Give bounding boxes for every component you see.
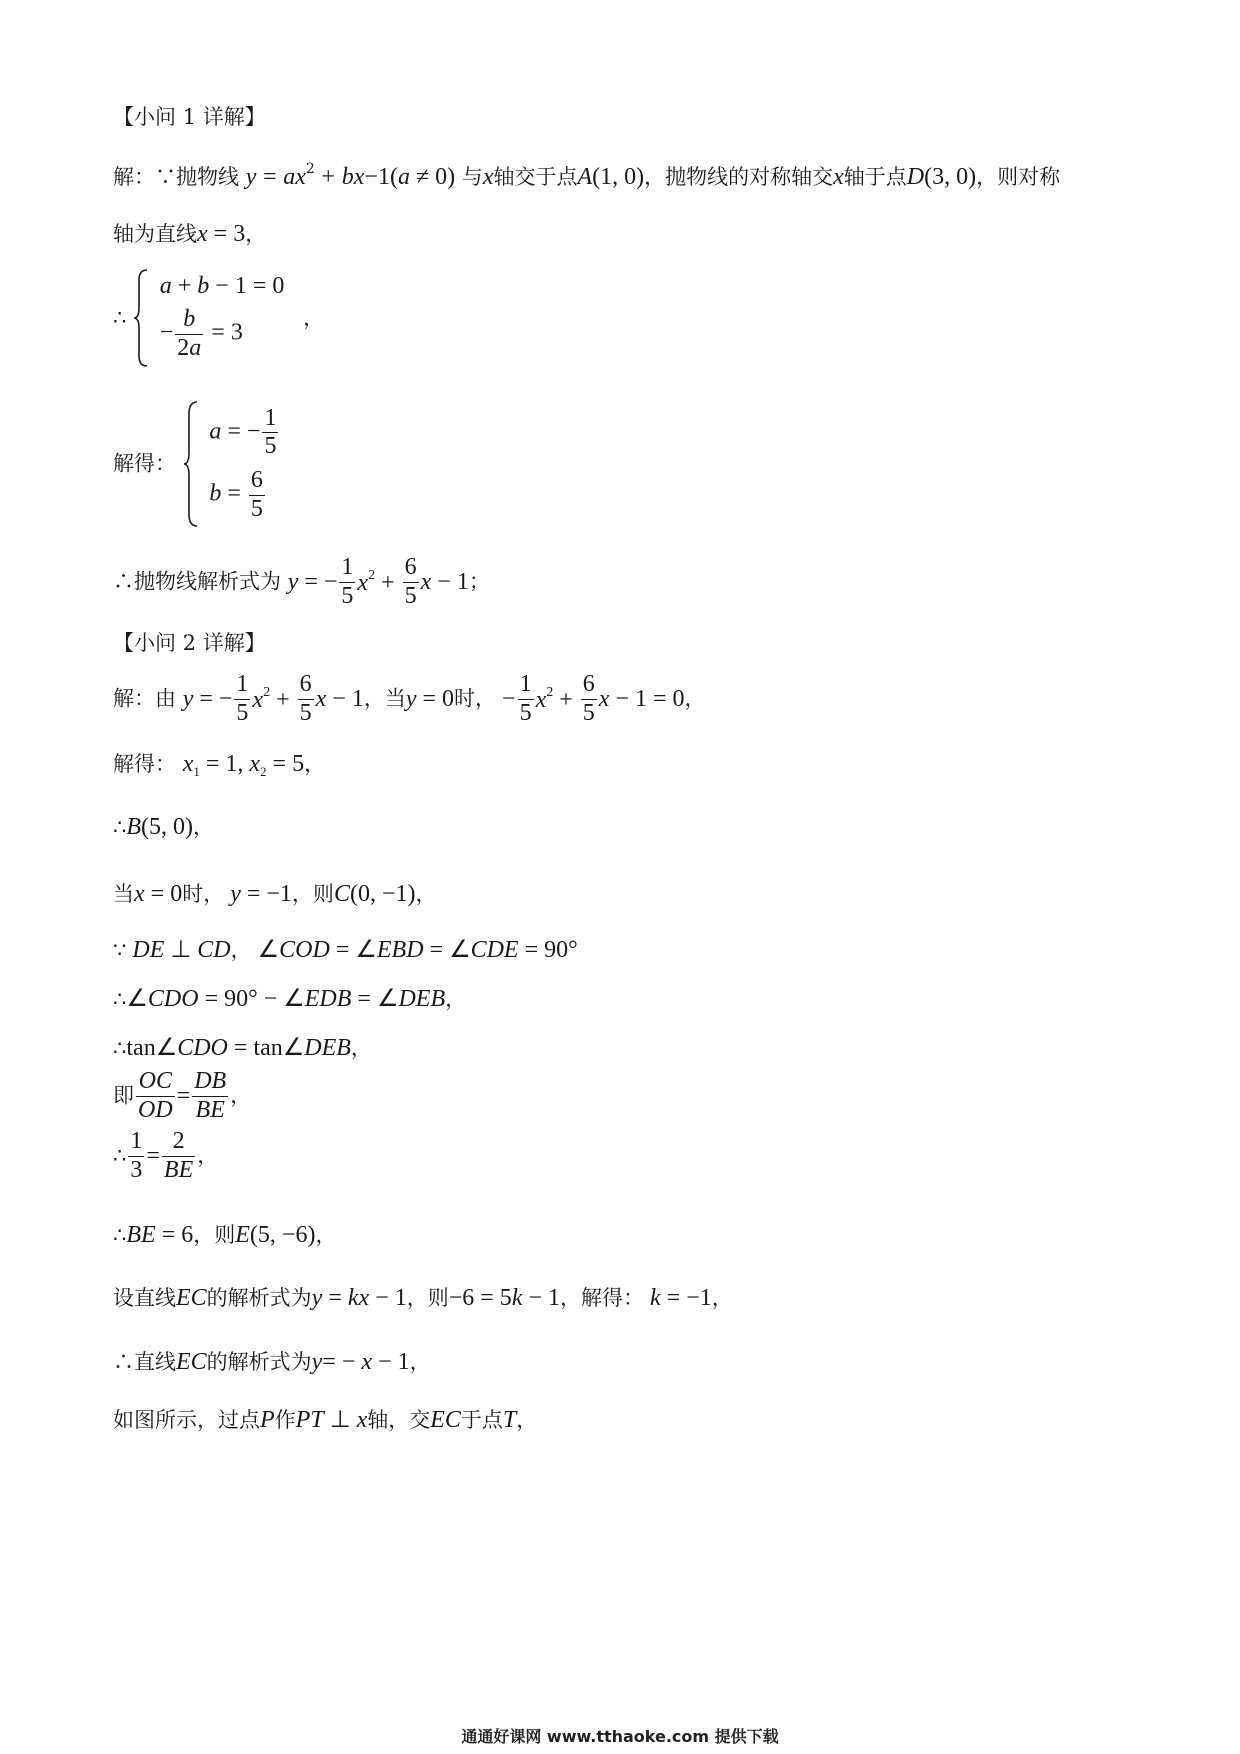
text: ，抛物线的对称轴交 xyxy=(644,165,834,189)
text: ， xyxy=(245,222,267,246)
text: ， xyxy=(315,1223,337,1247)
math: y xyxy=(245,164,257,190)
text: ， xyxy=(193,815,215,839)
text: ，解得： xyxy=(560,1286,645,1310)
text: ， xyxy=(415,882,437,906)
q1-result-line: ∴抛物线解析式为 y = − $\frac{1}{5}$ $x^2$ + $\frac{6}{5}$ x − 1； xyxy=(113,554,490,609)
q1-heading: 【小问 1 详解】 xyxy=(113,105,266,129)
text: 轴交于点 xyxy=(493,165,578,189)
q2-line12: ∴直线EC的解析式为y= − x − 1， xyxy=(113,1349,431,1375)
text: ； xyxy=(468,569,490,594)
q1-intro-line: 解：∵抛物线 $y = ax^2 + bx-1(a \ne 0)$ 与x轴交于点A(1, 0)，抛物线的对称轴交x轴于点D(3, 0)，则对称 xyxy=(113,161,1061,190)
text: 时， xyxy=(182,882,225,906)
q2-heading: 【小问 2 详解】 xyxy=(113,631,266,655)
q2-line6: ∴∠CDO = 90° − ∠EDB = ∠DEB， xyxy=(113,986,467,1012)
text: ， xyxy=(230,938,252,962)
text: ∴直线 xyxy=(113,1350,176,1374)
solution-system: a = − $\frac{1}{5}$ b = $\frac{6}{5}$ xyxy=(209,404,277,522)
text: ， xyxy=(304,752,326,776)
q2-line10: ∴BE = 6，则E(5, −6)， xyxy=(113,1222,337,1248)
text: ， xyxy=(303,305,325,330)
text: 作 xyxy=(274,1408,296,1432)
q2-line4: 当x = 0时， y = −1，则C(0, −1)， xyxy=(113,881,437,907)
text: ， xyxy=(350,1036,372,1060)
text: ∴ xyxy=(113,305,127,330)
q1-solution-system xyxy=(113,400,280,528)
text: ，则 xyxy=(291,882,334,906)
text: ，当 xyxy=(363,686,406,711)
text: ∴ xyxy=(113,1143,127,1168)
text: ∴抛物线解析式为 xyxy=(113,569,281,594)
text: 当 xyxy=(113,882,134,906)
q2-line1: 解：由 y = − $\frac{1}{5}$ $x^2$ + $\frac{6}{5}$ x − 1，当y = 0时， − $\frac{1}{5}$ $x^2$ + $\frac{6}{5}$ x − 1 = 0， xyxy=(113,671,706,726)
text: ， xyxy=(445,987,467,1011)
text: ，则 xyxy=(406,1286,449,1310)
text: 解得： xyxy=(113,752,176,776)
brace-icon xyxy=(183,400,199,528)
text: 时， xyxy=(454,686,497,711)
text: 轴，交 xyxy=(367,1408,431,1432)
text: ∴ xyxy=(113,815,127,839)
text: 轴于点 xyxy=(843,165,907,189)
text: 的解析式为 xyxy=(206,1286,312,1310)
text: ∴ xyxy=(113,1036,127,1060)
q2-line11: 设直线EC的解析式为y = kx − 1，则−6 = 5k − 1，解得： k = −1， xyxy=(113,1285,733,1311)
text: ， xyxy=(516,1408,538,1432)
text: 如图所示，过点 xyxy=(113,1408,260,1432)
text: ， xyxy=(197,1143,219,1168)
text: ， xyxy=(684,686,706,711)
text: 轴为直线 xyxy=(113,222,197,246)
brace-icon xyxy=(133,268,149,368)
q2-line8: 即 $\frac{OC}{OD}$ = $\frac{DB}{BE}$ ， xyxy=(113,1068,252,1123)
text: ， xyxy=(230,1083,252,1108)
text: ，则 xyxy=(193,1223,236,1247)
q2-line7: ∴tan∠CDO = tan∠DEB， xyxy=(113,1035,372,1061)
text: 的解析式为 xyxy=(206,1350,312,1374)
text: 解：∵抛物线 xyxy=(113,165,239,189)
text: ∴ xyxy=(113,987,127,1011)
text: ∵ xyxy=(113,938,127,962)
q2-line2: 解得： $x_1 = 1$, $x_2 = 5$， xyxy=(113,751,326,779)
footer-watermark: 通通好课网 www.tthaoke.com 提供下载 xyxy=(461,1727,779,1746)
q2-line13: 如图所示，过点P作PT ⊥ x轴，交EC于点T， xyxy=(113,1407,538,1433)
text: 即 xyxy=(113,1083,134,1108)
text: ， xyxy=(409,1350,431,1374)
equation-system: a + b − 1 = 0 − $\frac{b}{2a}$ = 3 xyxy=(159,272,285,361)
text: ，则对称 xyxy=(976,165,1061,189)
text: 解：由 xyxy=(113,686,176,711)
text: 解得： xyxy=(113,451,176,476)
text: 与 xyxy=(461,165,483,189)
text: 设直线 xyxy=(113,1286,176,1310)
q2-line3: ∴B(5, 0)， xyxy=(113,814,215,840)
q2-line5: ∵ DE ⊥ CD， ∠COD = ∠EBD = ∠CDE = 90° xyxy=(113,937,578,963)
q1-axis-line: 轴为直线x = 3， xyxy=(113,221,267,247)
q2-line9: ∴ $\frac{1}{3}$ = $\frac{2}{BE}$ ， xyxy=(113,1128,219,1183)
text: ， xyxy=(711,1286,733,1310)
text: 于点 xyxy=(460,1408,503,1432)
q1-system xyxy=(113,268,324,368)
text: ∴ xyxy=(113,1223,127,1247)
